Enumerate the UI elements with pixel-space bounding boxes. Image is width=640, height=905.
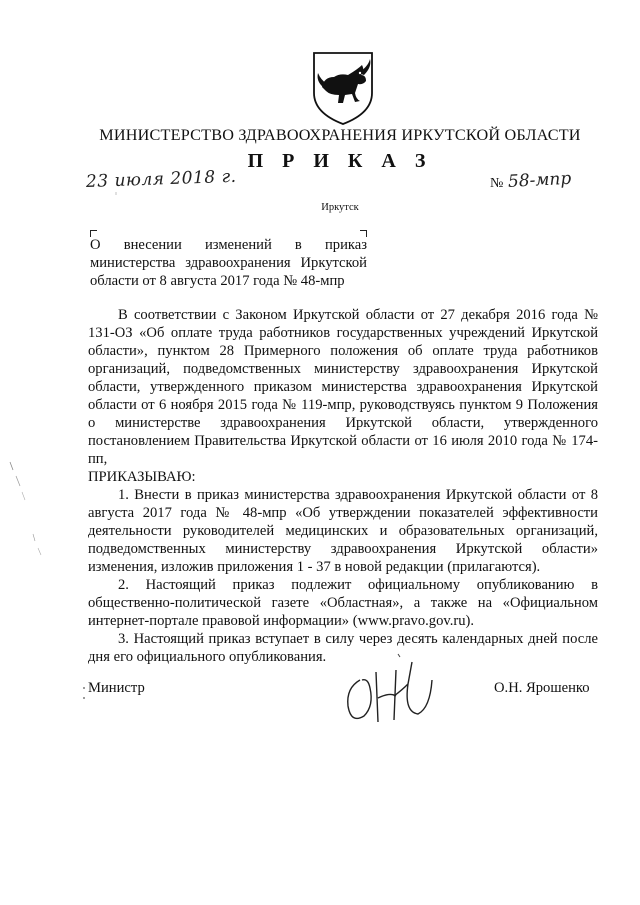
city: Иркутск <box>321 202 359 213</box>
order-item-1: 1. Внести в приказ министерства здравоохранения Иркутской области от 8 августа 2017 года № 48-мпр «Об утверждении показателей эффективности деятельности руководителей медицинских и образовательных организаций, подведомственных министерству здравоохранения Иркутской области» изменения, изложив приложения 1 - 37 в новой редакции (прилагаются). <box>88 487 598 575</box>
order-word: ПРИКАЗЫВАЮ: <box>88 469 196 485</box>
order-subject: О внесении изменений в приказ министерства здравоохранения Иркутской области от 8 августа 2017 года № 48-мпр <box>90 237 367 289</box>
preamble-paragraph: В соответствии с Законом Иркутской области от 27 декабря 2016 года № 131-ОЗ «Об оплате труда работников государственных учреждений Иркутской области», пунктом 28 Примерного положения об оплате труда работников организаций, подведомственных министерству здравоохранения Иркутской области, утвержденного приказом министерства здравоохранения Иркутской области от 6 ноября 2015 года № 119-мпр, руководствуясь пунктом 9 Положения о министерстве здравоохранения Иркутской области, утвержденного постановлением Правительства Иркутской области от 16 июля 2010 года № 174-пп, <box>88 307 598 467</box>
order-item-2: 2. Настоящий приказ подлежит официальному опубликованию в общественно-политической газете «Областная», а также на «Официальном интернет-портале правовой информации» (www.pravo.gov.ru). <box>88 577 598 629</box>
order-body <box>88 306 598 666</box>
handwritten-order-number: 58-мпр <box>507 168 572 192</box>
signatory-title: Министр <box>88 680 145 696</box>
number-sign: № <box>490 176 504 191</box>
order-item-3: 3. Настоящий приказ вступает в силу через десять календарных дней после дня его официального опубликования. <box>88 631 598 665</box>
document-type-title: П Р И К А З <box>247 150 433 172</box>
handwritten-date: 23 июля 2018 г. <box>85 166 237 192</box>
ministry-name: МИНИСТЕРСТВО ЗДРАВООХРАНЕНИЯ ИРКУТСКОЙ ОБЛАСТИ <box>99 126 581 144</box>
signatory-name: О.Н. Ярошенко <box>494 680 590 696</box>
irkutsk-coat-of-arms-icon <box>308 47 378 127</box>
handwritten-signature-icon <box>338 650 450 732</box>
